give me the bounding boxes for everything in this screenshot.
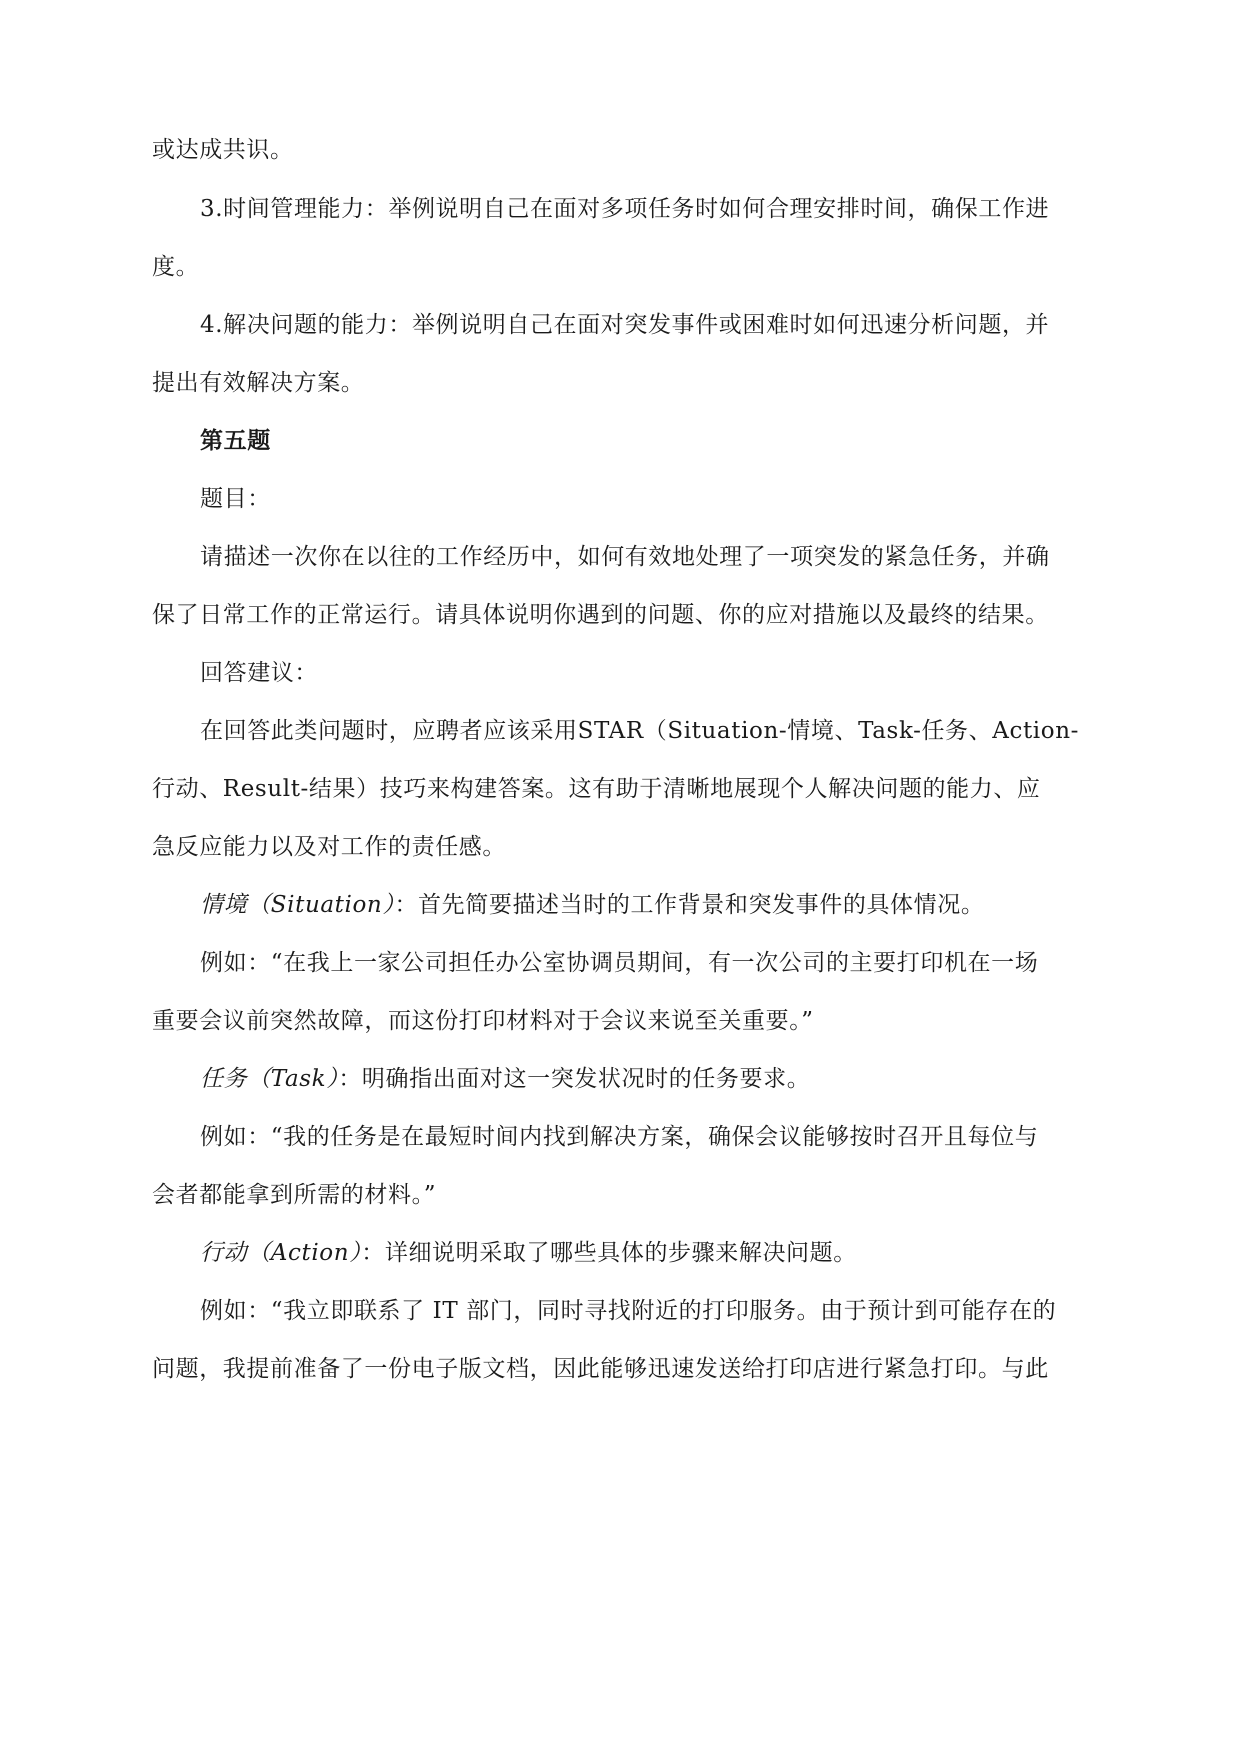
paragraph-line: 或达成共识。	[152, 137, 294, 163]
situation-line	[200, 890, 1092, 920]
paragraph-line: 请描述一次你在以往的工作经历中，如何有效地处理了一项突发的紧急任务，并确	[200, 544, 1050, 570]
paragraph-line: 4.解决问题的能力：举例说明自己在面对突发事件或困难时如何迅速分析问题，并	[200, 312, 1050, 338]
paragraph-line: 问题，我提前准备了一份电子版文档，因此能够迅速发送给打印店进行紧急打印。与此	[152, 1356, 1049, 1382]
paragraph-line: 度。	[152, 254, 200, 280]
paragraph-line: 例如：“我的任务是在最短时间内找到解决方案，确保会议能够按时召开且每位与	[200, 1124, 1039, 1150]
paragraph-line: 提出有效解决方案。	[152, 370, 365, 396]
paragraph-line: 在回答此类问题时，应聘者应该采用STAR（Situation-情境、Task-任务、Action-	[200, 718, 1079, 744]
task-line	[200, 1064, 1092, 1094]
action-line	[200, 1238, 1092, 1268]
paragraph-line: 行动、Result-结果）技巧来构建答案。这有助于清晰地展现个人解决问题的能力、应	[152, 776, 1041, 802]
question-label: 题目：	[200, 486, 271, 512]
paragraph-line: 例如：“在我上一家公司担任办公室协调员期间，有一次公司的主要打印机在一场	[200, 950, 1039, 976]
answer-label: 回答建议：	[200, 660, 318, 686]
section-heading: 第五题	[200, 427, 271, 454]
situation-label: 情境（Situation）	[200, 892, 395, 918]
paragraph-line: 急反应能力以及对工作的责任感。	[152, 834, 506, 860]
paragraph-line: 例如：“我立即联系了 IT 部门，同时寻找附近的打印服务。由于预计到可能存在的	[200, 1298, 1057, 1324]
action-label: 行动（Action）	[200, 1240, 362, 1266]
action-text: ：详细说明采取了哪些具体的步骤来解决问题。	[361, 1240, 857, 1266]
paragraph-line: 重要会议前突然故障，而这份打印材料对于会议来说至关重要。”	[152, 1008, 814, 1034]
paragraph-line: 会者都能拿到所需的材料。”	[152, 1182, 437, 1208]
paragraph-line: 3.时间管理能力：举例说明自己在面对多项任务时如何合理安排时间，确保工作进	[200, 196, 1050, 222]
situation-text: ：首先简要描述当时的工作背景和突发事件的具体情况。	[394, 892, 985, 918]
paragraph-line: 保了日常工作的正常运行。请具体说明你遇到的问题、你的应对措施以及最终的结果。	[152, 602, 1049, 628]
task-text: ：明确指出面对这一突发状况时的任务要求。	[338, 1066, 811, 1092]
task-label: 任务（Task）	[200, 1066, 339, 1092]
